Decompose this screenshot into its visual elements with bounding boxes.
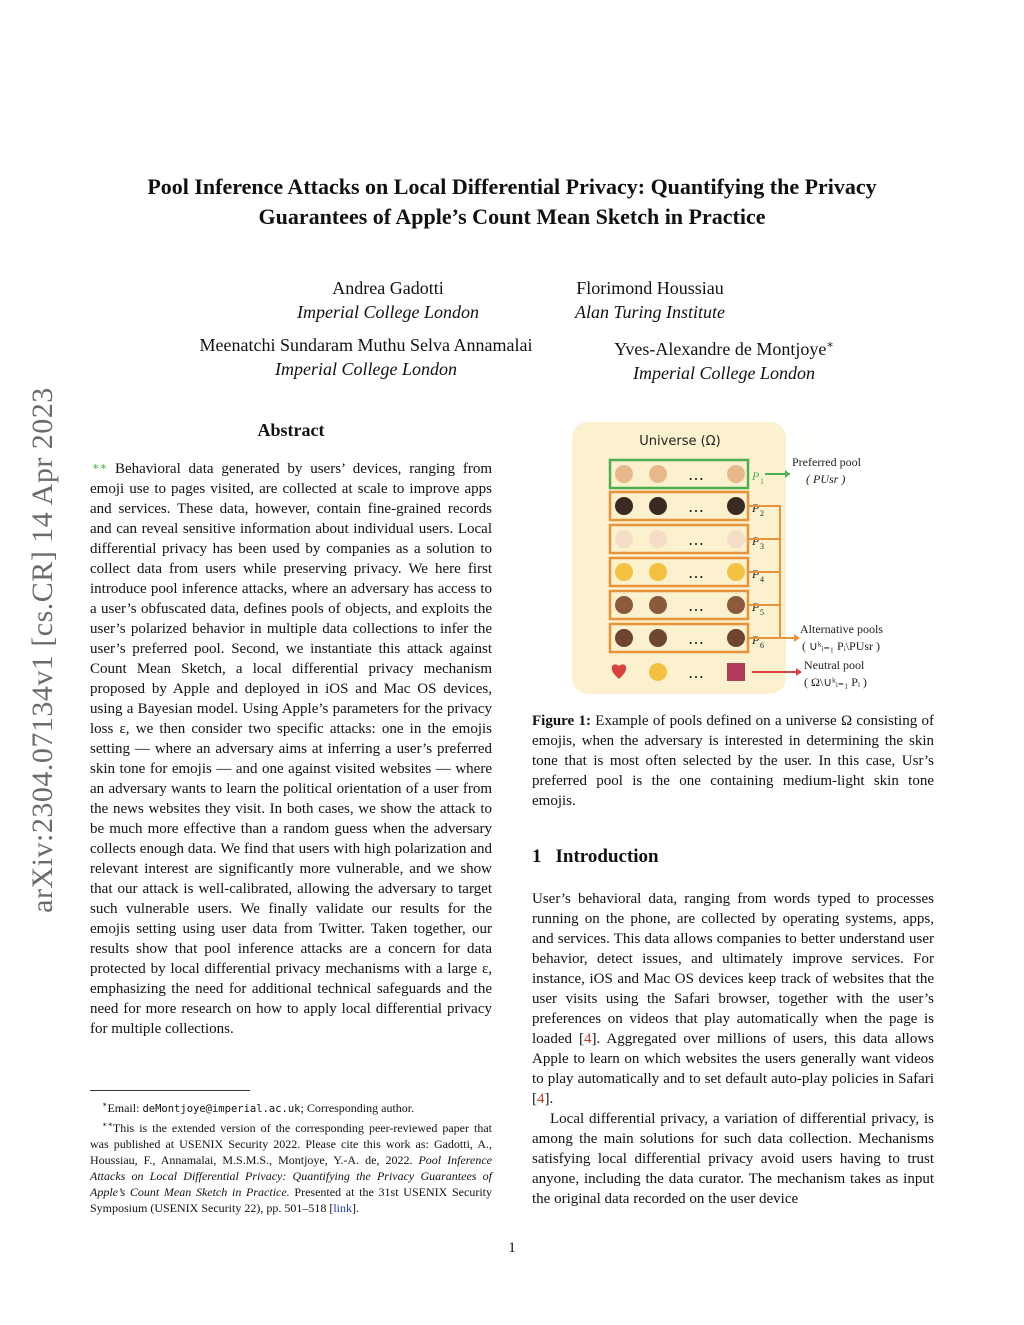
hand-emoji-icon: [727, 497, 745, 515]
neutral-pool-sub: ( Ω\∪ᵏᵢ₌₁ Pᵢ ): [804, 675, 867, 689]
pool-label: P: [752, 633, 760, 647]
cityscape-emoji-icon: [727, 663, 745, 681]
author-name: Florimond Houssiau: [576, 278, 724, 298]
ellipsis: …: [688, 629, 704, 648]
author-name: Yves-Alexandre de Montjoye∗: [614, 339, 834, 359]
hand-emoji-icon: [615, 629, 633, 647]
author-name: Meenatchi Sundaram Muthu Selva Annamalai: [199, 335, 533, 355]
footnote-link[interactable]: link: [333, 1201, 352, 1215]
caption-text: Example of pools defined on a universe Ω consisting of emojis, when the adversary is interested in determining the skin tone that is most often selected by the user. In this case, Usr’s preferred pool is the one containing medium-light skin tone emojis.: [532, 713, 934, 809]
preferred-pool-label: Preferred pool: [792, 455, 861, 469]
page-number: 1: [508, 1240, 516, 1256]
citation-link[interactable]: 4: [583, 1031, 592, 1047]
hand-emoji-icon: [615, 497, 633, 515]
section-heading: [532, 846, 934, 868]
section-title: Introduction: [555, 846, 659, 867]
abstract-marker: ∗∗: [92, 461, 107, 473]
hand-emoji-icon: [615, 563, 633, 581]
author-affiliation: Imperial College London: [297, 302, 479, 322]
pool-index: 6: [760, 641, 764, 650]
universe-label: Universe (Ω): [639, 434, 721, 449]
pool-index: 1: [760, 477, 764, 486]
abstract-body: [90, 457, 492, 1039]
hand-emoji-icon: [615, 465, 633, 483]
neutral-pool-label: Neutral pool: [804, 658, 865, 672]
preferred-arrowhead: [785, 470, 790, 478]
alternative-pools-sub: ( ∪ᵏᵢ₌₁ Pᵢ\PUsr ): [802, 639, 881, 653]
citation-link[interactable]: 4: [537, 1091, 545, 1107]
hand-emoji-icon: [649, 563, 667, 581]
figure-1: [570, 420, 900, 700]
author-block-2: [540, 276, 760, 324]
arxiv-stamp: [8, 350, 78, 950]
intro-paragraph-2: Local differential privacy, a variation of differential privacy, is among the main solutions for such data collection. Mechanisms satisfying local differential privacy avoid users having to trust anyone, including the data curator. The mechanism takes as input the original data recorded on the user device: [532, 1111, 934, 1207]
ellipsis: …: [688, 497, 704, 516]
pool-index: 4: [760, 575, 764, 584]
cat-emoji-icon: [649, 663, 667, 681]
hand-emoji-icon: [727, 563, 745, 581]
figure-caption: [532, 711, 934, 811]
footnote-2: ∗∗This is the extended version of the corresponding peer-reviewed paper that was published at USENIX Security 2022. Please cite this work as: Gadotti, A., Houssiau, F., Annamalai, M.S.M.S., Montjoye, Y.-A. de, 2022. Pool Inference Attacks on Local Differential Privacy: Quantifying the Privacy Guarantees of Apple’s Count Mean Sketch in Practice. Presented at the 31st USENIX Security Symposium (USENIX Security 22), pp. 501–518 [link].: [90, 1120, 492, 1215]
footnotes: [90, 1097, 492, 1216]
ellipsis: …: [688, 663, 704, 682]
hand-emoji-icon: [727, 465, 745, 483]
author-affiliation: Imperial College London: [633, 363, 815, 383]
introduction-body: [532, 889, 934, 1209]
hand-emoji-icon: [615, 530, 633, 548]
pool-label: P: [752, 501, 760, 515]
pool-index: 2: [760, 509, 764, 518]
author-name: Andrea Gadotti: [332, 278, 444, 298]
neutral-arrowhead: [796, 668, 802, 676]
pool-index: 5: [760, 608, 764, 617]
caption-label: Figure 1:: [532, 713, 591, 729]
intro-paragraph-1: User’s behavioral data, ranging from words typed to processes running on the phone, are collected by operating systems, apps, and services. This data allows companies to better understand user behavior, detect issues, and ultimately improve services. For instance, iOS and Mac OS devices keep track of websites that the user visits using the Safari browser, together with the user’s preferences on videos that play automatically when the page is loaded [4]. Aggregated over millions of users, this data allows Apple to learn on which websites the users generally want videos to play automatically and to set default auto-play policies in Safari [4].: [532, 891, 934, 1107]
hand-emoji-icon: [649, 629, 667, 647]
author-affiliation: Alan Turing Institute: [574, 302, 725, 322]
hand-emoji-icon: [649, 497, 667, 515]
author-affiliation: Imperial College London: [275, 359, 457, 379]
ellipsis: …: [688, 596, 704, 615]
hand-emoji-icon: [649, 530, 667, 548]
author-mark: ∗: [826, 339, 834, 351]
hand-emoji-icon: [727, 629, 745, 647]
abstract-text: Behavioral data generated by users’ devices, ranging from emoji use to pages visited, are collected at scale to improve apps and services. These data, however, contain fine-grained records and can reveal sensitive information about individual users. Local differential privacy has been used by companies as a solution to collect data from users while preserving privacy. We here first introduce pool inference attacks, where an adversary has access to a user’s obfuscated data, defines pools of objects, and exploits the user’s polarized behavior in multiple data collections to infer the user’s preferred pool. Second, we instantiate this attack against Count Mean Sketch, a local differential privacy mechanism proposed by Apple and deployed in iOS and Mac OS devices, using a Bayesian model. Using Apple’s parameters for the privacy loss ε, we then consider two specific attacks: one in the emojis setting — where an adversary aims at inferring a user’s preferred skin tone for emojis — and one against visited websites — where an adversary wants to learn the political orientation of a user from the news websites they visit. In both cases, we show the attack to be much more effective than a random guess when the adversary collects enough data. We find that users with high polarization and relevant interest are significantly more vulnerable, and we show that our attack is well-calibrated, allowing the adversary to target such vulnerable users. We finally validate our results for the emojis setting using user data from Twitter. Taken together, our results show that pool inference attacks are a concern for data protected by local differential privacy mechanisms with a large ε, emphasizing the need for additional technical safeguards and the need for more research on how to apply local differential privacy for multiple collections.: [90, 461, 492, 1037]
pool-label: P: [752, 600, 760, 614]
footnote-1: ∗Email: deMontjoye@imperial.ac.uk; Corresponding author.: [102, 1100, 415, 1115]
author-block-3: [160, 333, 572, 381]
ellipsis: …: [688, 563, 704, 582]
hand-emoji-icon: [649, 465, 667, 483]
footnote-rule: [90, 1090, 250, 1091]
hand-emoji-icon: [615, 596, 633, 614]
pool-label: P: [752, 469, 760, 483]
ellipsis: …: [688, 465, 704, 484]
arxiv-id: arXiv:2304.07134v1 [cs.CR] 14 Apr 2023: [26, 387, 60, 913]
title-line-2: Guarantees of Apple’s Count Mean Sketch in Practice: [258, 204, 766, 229]
footnote-email[interactable]: deMontjoye@imperial.ac.uk: [142, 1103, 301, 1115]
title-line-1: Pool Inference Attacks on Local Differential Privacy: Quantifying the Privacy: [147, 174, 877, 199]
section-number: 1: [532, 846, 542, 867]
hand-emoji-icon: [727, 596, 745, 614]
author-block-4: [590, 333, 858, 385]
alternative-pools-label: Alternative pools: [800, 622, 883, 636]
pool-index: 3: [760, 542, 764, 551]
hand-emoji-icon: [649, 596, 667, 614]
pool-label: P: [752, 567, 760, 581]
hand-emoji-icon: [727, 530, 745, 548]
ellipsis: …: [688, 530, 704, 549]
preferred-pool-sub: ( PUsr ): [806, 472, 846, 486]
pool-label: P: [752, 534, 760, 548]
abstract-heading: Abstract: [257, 420, 325, 440]
paper-title: [90, 172, 934, 232]
author-block-1: [278, 276, 498, 324]
